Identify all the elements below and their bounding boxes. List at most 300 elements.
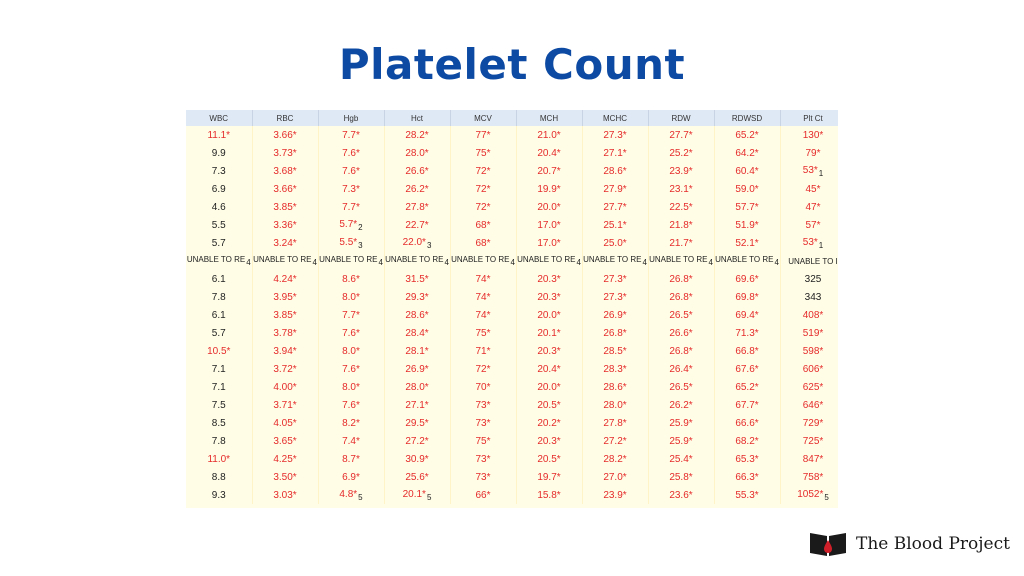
cell-value: 67.7* <box>735 399 759 411</box>
cell-value: 72* <box>475 183 491 195</box>
cell-value: 20.3* <box>537 273 561 285</box>
cell-value: 68* <box>475 237 491 249</box>
cell-value: UNABLE TO RE <box>319 255 378 264</box>
cell-value: 27.1* <box>405 399 429 411</box>
cell-value: 519* <box>802 327 824 339</box>
table-cell <box>780 378 838 396</box>
table-cell <box>252 468 318 486</box>
cell-value: 26.5* <box>669 381 693 393</box>
table-cell <box>252 270 318 288</box>
table-cell <box>516 378 582 396</box>
cell-value: 3.66* <box>273 183 297 195</box>
table-cell <box>252 162 318 180</box>
cell-value: 26.8* <box>603 327 627 339</box>
table-cell <box>384 360 450 378</box>
table-cell <box>714 252 780 270</box>
lab-results-table-container <box>186 110 838 508</box>
cell-value: 26.9* <box>603 309 627 321</box>
table-row <box>186 378 838 396</box>
cell-value: 59.0* <box>735 183 759 195</box>
table-row <box>186 324 838 342</box>
table-cell <box>648 144 714 162</box>
cell-value: 25.8* <box>669 471 693 483</box>
table-cell <box>582 162 648 180</box>
cell-value: 408* <box>802 309 824 321</box>
table-cell <box>318 450 384 468</box>
cell-value: 47* <box>805 201 821 213</box>
table-cell <box>780 324 838 342</box>
footnote-marker: 4 <box>642 258 647 267</box>
cell-value: 20.3* <box>537 345 561 357</box>
table-cell <box>780 216 838 234</box>
table-cell <box>780 126 838 144</box>
cell-value: 11.0* <box>207 453 231 465</box>
cell-value: UNABLE TO I <box>788 256 838 266</box>
table-row <box>186 342 838 360</box>
table-cell <box>186 414 252 432</box>
table-cell <box>450 270 516 288</box>
cell-value: 3.85* <box>273 309 297 321</box>
table-cell <box>318 270 384 288</box>
cell-value: 26.4* <box>669 363 693 375</box>
table-cell <box>318 162 384 180</box>
table-cell <box>384 378 450 396</box>
cell-value: 4.25* <box>273 453 297 465</box>
table-cell <box>450 306 516 324</box>
cell-value: 847* <box>802 453 824 465</box>
table-cell <box>648 198 714 216</box>
table-cell <box>252 252 318 270</box>
cell-value: 53* <box>802 236 818 248</box>
cell-value: 7.7* <box>342 129 360 141</box>
table-cell <box>714 144 780 162</box>
cell-value: 5.5* <box>339 236 358 248</box>
table-cell <box>648 378 714 396</box>
cell-value: 26.8* <box>669 291 693 303</box>
table-cell <box>648 342 714 360</box>
cell-value: 130* <box>802 129 824 141</box>
table-row <box>186 198 838 216</box>
cell-value: 5.7 <box>211 327 226 339</box>
table-cell <box>582 468 648 486</box>
cell-value: 65.2* <box>735 129 759 141</box>
brand-logo <box>808 529 1010 559</box>
table-cell <box>318 180 384 198</box>
table-row <box>186 216 838 234</box>
table-cell <box>252 180 318 198</box>
table-cell <box>318 360 384 378</box>
table-row <box>186 360 838 378</box>
cell-value: 20.4* <box>537 147 561 159</box>
table-cell <box>714 468 780 486</box>
table-cell <box>714 162 780 180</box>
cell-value: 74* <box>475 309 491 321</box>
footnote-marker: 5 <box>824 492 829 502</box>
cell-value: 3.85* <box>273 201 297 213</box>
cell-value: 21.0* <box>537 129 561 141</box>
table-cell <box>648 252 714 270</box>
cell-value: 8.0* <box>342 291 360 303</box>
table-cell <box>516 450 582 468</box>
cell-value: UNABLE TO RE <box>451 255 510 264</box>
cell-value: 729* <box>802 417 824 429</box>
cell-value: 70* <box>475 381 491 393</box>
footnote-marker: 1 <box>818 240 824 250</box>
table-cell <box>450 396 516 414</box>
table-cell <box>582 126 648 144</box>
table-cell <box>318 144 384 162</box>
table-cell <box>714 378 780 396</box>
table-cell <box>648 126 714 144</box>
table-cell <box>516 180 582 198</box>
cell-value: 27.3* <box>603 273 627 285</box>
table-cell <box>780 306 838 324</box>
book-blood-drop-icon <box>808 529 848 559</box>
table-cell <box>714 288 780 306</box>
cell-value: 19.7* <box>537 471 561 483</box>
cell-value: 27.7* <box>603 201 627 213</box>
cell-value: 7.3 <box>211 165 226 177</box>
table-cell <box>780 468 838 486</box>
table-cell <box>318 486 384 504</box>
cell-value: 15.8* <box>537 489 561 501</box>
table-cell <box>384 468 450 486</box>
cell-value: 25.4* <box>669 453 693 465</box>
cell-value: 19.9* <box>537 183 561 195</box>
table-row <box>186 180 838 198</box>
column-header: WBC <box>186 110 252 126</box>
cell-value: 20.1* <box>537 327 561 339</box>
cell-value: 7.6* <box>342 399 360 411</box>
table-cell <box>252 216 318 234</box>
table-cell <box>516 234 582 252</box>
cell-value: 1052* <box>797 488 824 500</box>
cell-value: 22.0* <box>402 236 426 248</box>
footnote-marker: 4 <box>708 258 713 267</box>
table-row <box>186 144 838 162</box>
table-cell <box>780 360 838 378</box>
column-header: RDWSD <box>714 110 780 126</box>
cell-value: 53* <box>802 164 818 176</box>
cell-value: UNABLE TO RE <box>385 255 444 264</box>
cell-value: 325 <box>804 273 822 285</box>
table-cell <box>648 396 714 414</box>
cell-value: 758* <box>802 471 824 483</box>
table-cell <box>714 396 780 414</box>
table-cell <box>780 234 838 252</box>
cell-value: 25.2* <box>669 147 693 159</box>
table-cell <box>252 288 318 306</box>
table-cell <box>252 306 318 324</box>
cell-value: 7.1 <box>211 381 226 393</box>
cell-value: 6.9 <box>211 183 226 195</box>
table-cell <box>714 126 780 144</box>
footnote-marker: 3 <box>426 240 432 250</box>
table-cell <box>318 468 384 486</box>
table-cell <box>318 252 384 270</box>
table-cell <box>648 270 714 288</box>
table-cell <box>252 234 318 252</box>
cell-value: 7.6* <box>342 165 360 177</box>
footnote-marker: 4 <box>444 258 449 267</box>
table-cell <box>648 450 714 468</box>
table-cell <box>714 486 780 504</box>
table-cell <box>318 234 384 252</box>
cell-value: 10.5* <box>207 345 231 357</box>
table-cell <box>582 414 648 432</box>
footnote-marker: 1 <box>818 168 824 178</box>
cell-value: 27.3* <box>603 129 627 141</box>
cell-value: 69.4* <box>735 309 759 321</box>
table-cell <box>582 270 648 288</box>
table-cell <box>582 234 648 252</box>
table-cell <box>780 396 838 414</box>
table-cell <box>714 270 780 288</box>
table-cell <box>252 360 318 378</box>
table-cell <box>252 414 318 432</box>
cell-value: 57.7* <box>735 201 759 213</box>
table-cell <box>252 486 318 504</box>
column-header: Hct <box>384 110 450 126</box>
table-cell <box>186 432 252 450</box>
table-cell <box>186 396 252 414</box>
table-cell <box>780 144 838 162</box>
cell-value: UNABLE TO RE <box>253 255 312 264</box>
cell-value: 3.66* <box>273 129 297 141</box>
cell-value: 73* <box>475 453 491 465</box>
table-cell <box>582 144 648 162</box>
cell-value: 28.0* <box>603 399 627 411</box>
cell-value: 7.7* <box>342 201 360 213</box>
table-cell <box>186 450 252 468</box>
column-header: MCV <box>450 110 516 126</box>
cell-value: 66.3* <box>735 471 759 483</box>
table-cell <box>780 162 838 180</box>
cell-value: 343 <box>804 291 822 303</box>
table-cell <box>582 360 648 378</box>
table-cell <box>780 252 838 270</box>
cell-value: 73* <box>475 471 491 483</box>
cell-value: 27.2* <box>405 435 429 447</box>
table-cell <box>252 144 318 162</box>
table-row <box>186 234 838 252</box>
table-cell <box>780 288 838 306</box>
table-cell <box>648 360 714 378</box>
cell-value: UNABLE TO RE <box>583 255 642 264</box>
table-cell <box>516 270 582 288</box>
table-cell <box>648 234 714 252</box>
table-cell <box>186 360 252 378</box>
table-cell <box>384 414 450 432</box>
cell-value: 66.8* <box>735 345 759 357</box>
cell-value: 3.94* <box>273 345 297 357</box>
cell-value: 3.24* <box>273 237 297 249</box>
table-cell <box>582 198 648 216</box>
cell-value: 67.6* <box>735 363 759 375</box>
table-cell <box>714 306 780 324</box>
table-cell <box>450 432 516 450</box>
cell-value: 28.5* <box>603 345 627 357</box>
cell-value: 21.8* <box>669 219 693 231</box>
cell-value: 75* <box>475 435 491 447</box>
footnote-marker: 4 <box>246 258 251 267</box>
table-cell <box>516 144 582 162</box>
table-cell <box>384 450 450 468</box>
table-cell <box>582 288 648 306</box>
cell-value: 8.0* <box>342 381 360 393</box>
cell-value: 3.72* <box>273 363 297 375</box>
table-cell <box>318 288 384 306</box>
table-cell <box>516 126 582 144</box>
table-cell <box>318 324 384 342</box>
cell-value: 3.71* <box>273 399 297 411</box>
table-cell <box>186 270 252 288</box>
table-cell <box>780 270 838 288</box>
table-cell <box>186 468 252 486</box>
table-cell <box>252 126 318 144</box>
table-cell <box>318 306 384 324</box>
cell-value: 27.0* <box>603 471 627 483</box>
table-cell <box>714 432 780 450</box>
table-cell <box>648 324 714 342</box>
table-cell <box>186 306 252 324</box>
cell-value: 20.0* <box>537 381 561 393</box>
table-cell <box>714 450 780 468</box>
cell-value: 27.8* <box>405 201 429 213</box>
table-cell <box>516 486 582 504</box>
table-cell <box>186 486 252 504</box>
table-cell <box>384 342 450 360</box>
table-cell <box>648 468 714 486</box>
cell-value: 23.9* <box>603 489 627 501</box>
table-cell <box>450 324 516 342</box>
cell-value: 4.24* <box>273 273 297 285</box>
column-header: RBC <box>252 110 318 126</box>
cell-value: 66.6* <box>735 417 759 429</box>
footnote-marker: 5 <box>426 492 432 502</box>
cell-value: 646* <box>802 399 824 411</box>
table-cell <box>318 378 384 396</box>
table-cell <box>384 270 450 288</box>
cell-value: 3.03* <box>273 489 297 501</box>
cell-value: 3.50* <box>273 471 297 483</box>
table-cell <box>384 162 450 180</box>
cell-value: 28.2* <box>405 129 429 141</box>
cell-value: 28.6* <box>405 309 429 321</box>
cell-value: 25.6* <box>405 471 429 483</box>
table-cell <box>714 414 780 432</box>
table-cell <box>318 342 384 360</box>
footnote-marker: 4 <box>510 258 515 267</box>
cell-value: 8.7* <box>342 453 360 465</box>
table-cell <box>582 306 648 324</box>
table-cell <box>582 378 648 396</box>
cell-value: UNABLE TO RE <box>649 255 708 264</box>
table-cell <box>450 216 516 234</box>
cell-value: 7.8 <box>211 435 226 447</box>
cell-value: 8.8 <box>211 471 226 483</box>
table-cell <box>186 252 252 270</box>
cell-value: 17.0* <box>537 219 561 231</box>
cell-value: 3.73* <box>273 147 297 159</box>
cell-value: 7.1 <box>211 363 226 375</box>
cell-value: 625* <box>802 381 824 393</box>
cell-value: 7.6* <box>342 327 360 339</box>
cell-value: 8.2* <box>342 417 360 429</box>
cell-value: 4.05* <box>273 417 297 429</box>
page-title: Platelet Count <box>338 40 686 89</box>
cell-value: 71* <box>475 345 491 357</box>
table-cell <box>450 468 516 486</box>
cell-value: 28.0* <box>405 381 429 393</box>
column-header: MCH <box>516 110 582 126</box>
cell-value: 8.5 <box>211 417 226 429</box>
table-cell <box>516 468 582 486</box>
cell-value: 28.6* <box>603 165 627 177</box>
table-row <box>186 126 838 144</box>
cell-value: 27.2* <box>603 435 627 447</box>
table-row <box>186 162 838 180</box>
table-cell <box>516 216 582 234</box>
column-header: Hgb <box>318 110 384 126</box>
table-cell <box>384 180 450 198</box>
table-cell <box>582 432 648 450</box>
cell-value: 25.0* <box>603 237 627 249</box>
cell-value: 57* <box>805 219 821 231</box>
cell-value: 72* <box>475 201 491 213</box>
table-cell <box>582 252 648 270</box>
table-row <box>186 432 838 450</box>
cell-value: 7.6* <box>342 363 360 375</box>
table-cell <box>318 414 384 432</box>
cell-value: UNABLE TO RE <box>517 255 576 264</box>
table-cell <box>450 234 516 252</box>
table-cell <box>648 414 714 432</box>
table-header-row <box>186 110 838 126</box>
table-cell <box>384 432 450 450</box>
cell-value: 7.7* <box>342 309 360 321</box>
table-cell <box>582 180 648 198</box>
table-cell <box>186 162 252 180</box>
cell-value: 20.0* <box>537 309 561 321</box>
table-cell <box>384 486 450 504</box>
cell-value: 8.6* <box>342 273 360 285</box>
table-cell <box>648 306 714 324</box>
cell-value: 26.6* <box>669 327 693 339</box>
cell-value: 30.9* <box>405 453 429 465</box>
table-cell <box>714 234 780 252</box>
cell-value: 5.7 <box>211 237 226 249</box>
table-cell <box>516 414 582 432</box>
table-cell <box>450 144 516 162</box>
cell-value: 72* <box>475 363 491 375</box>
table-cell <box>186 216 252 234</box>
table-cell <box>252 432 318 450</box>
table-cell <box>582 396 648 414</box>
cell-value: 3.78* <box>273 327 297 339</box>
table-cell <box>648 162 714 180</box>
cell-value: 74* <box>475 273 491 285</box>
cell-value: 51.9* <box>735 219 759 231</box>
table-cell <box>582 342 648 360</box>
cell-value: 75* <box>475 327 491 339</box>
table-cell <box>516 396 582 414</box>
table-cell <box>450 252 516 270</box>
table-cell <box>384 324 450 342</box>
table-cell <box>780 432 838 450</box>
cell-value: 5.5 <box>211 219 226 231</box>
cell-value: 3.65* <box>273 435 297 447</box>
